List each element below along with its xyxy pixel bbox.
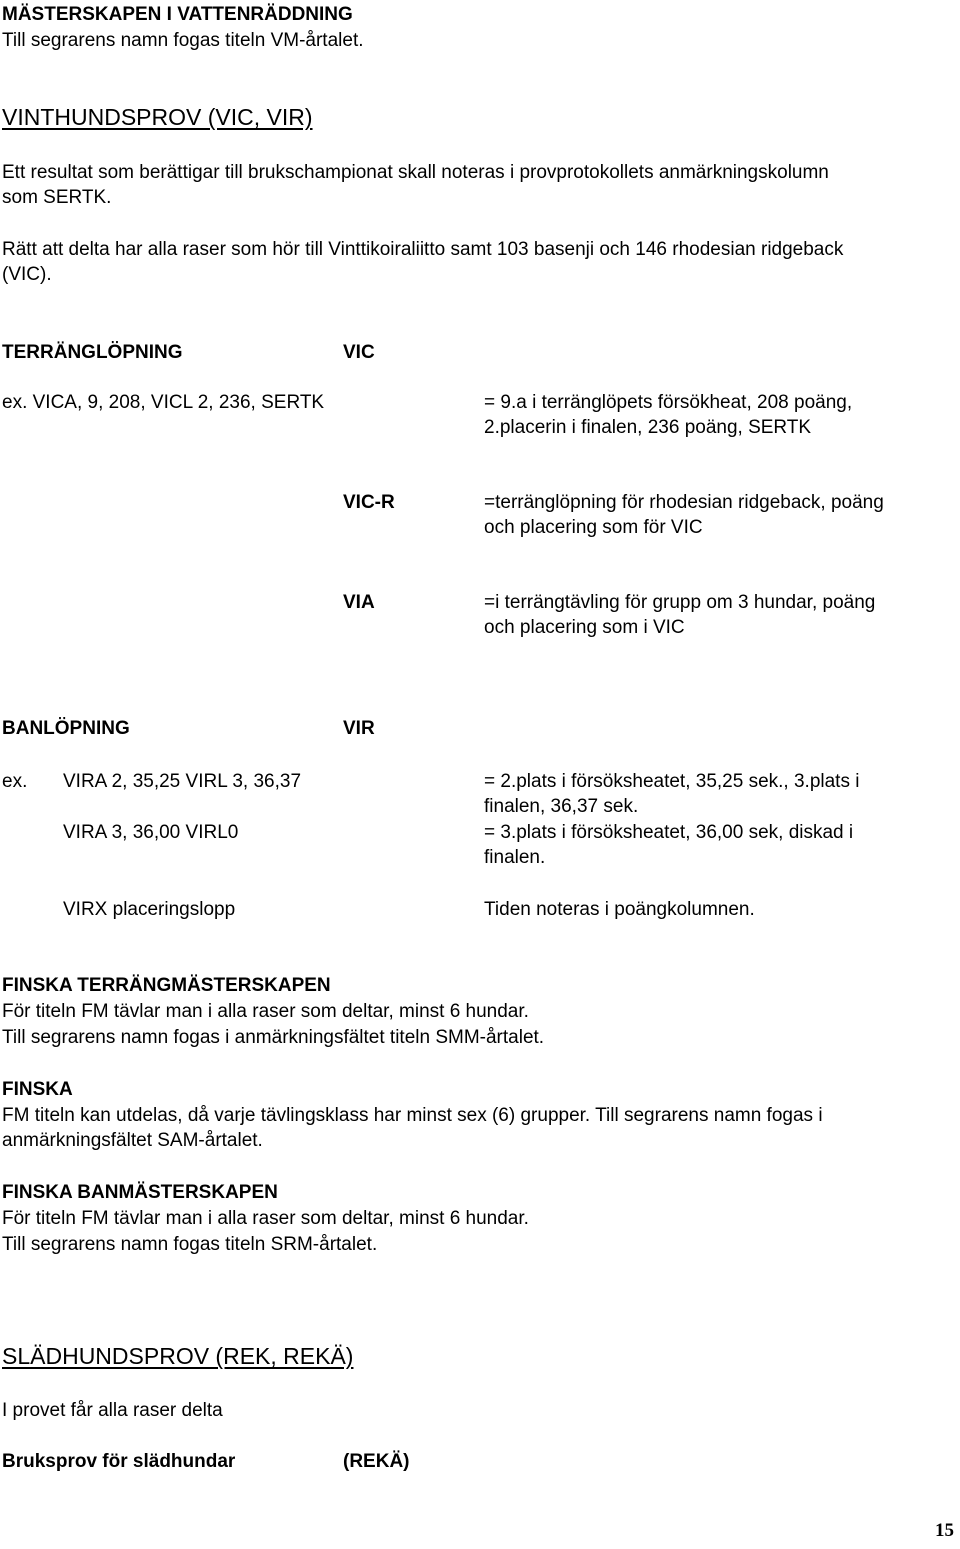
section-heading-finska-terrangmasterskapen: FINSKA TERRÄNGMÄSTERSKAPEN (2, 975, 331, 996)
example-description: 2.placerin i finalen, 236 poäng, SERTK (484, 417, 812, 438)
example-description: = 9.a i terränglöpets försökheat, 208 poäng, (484, 392, 853, 413)
body-text: FM titeln kan utdelas, då varje tävlingsklass har minst sex (6) grupper. Till segrarens namn fogas i (2, 1105, 823, 1126)
example-code: VIRX placeringslopp (63, 899, 236, 920)
code-vic-r: VIC-R (343, 492, 395, 513)
subheading-terranglopning: TERRÄNGLÖPNING (2, 342, 183, 363)
body-text: Till segrarens namn fogas titeln SRM-årtalet. (2, 1234, 378, 1255)
example-description: = 2.plats i försöksheatet, 35,25 sek., 3.plats i (484, 771, 860, 792)
body-text: Rätt att delta har alla raser som hör till Vinttikoiraliitto samt 103 basenji och 146 rhodesian ridgeback (2, 239, 844, 260)
section-heading-sladhundsprov: SLÄDHUNDSPROV (REK, REKÄ) (2, 1343, 354, 1369)
example-code: VIRA 3, 36,00 VIRL0 (63, 822, 239, 843)
code-via: VIA (343, 592, 375, 613)
code-vir: VIR (343, 718, 375, 739)
example-code: VIRA 2, 35,25 VIRL 3, 36,37 (63, 771, 302, 792)
code-description: och placering som i VIC (484, 617, 685, 638)
code-description: och placering som för VIC (484, 517, 703, 538)
body-text: För titeln FM tävlar man i alla raser som deltar, minst 6 hundar. (2, 1001, 529, 1022)
subheading-banlopning: BANLÖPNING (2, 718, 130, 739)
code-description: =terränglöpning för rhodesian ridgeback, poäng (484, 492, 884, 513)
example-text: ex. VICA, 9, 208, VICL 2, 236, SERTK (2, 392, 325, 413)
section-heading-vattenraddning: MÄSTERSKAPEN I VATTENRÄDDNING (2, 4, 353, 25)
body-text: anmärkningsfältet SAM-årtalet. (2, 1130, 263, 1151)
page-number: 15 (935, 1520, 954, 1541)
body-text: Ett resultat som berättigar till brukschampionat skall noteras i provprotokollets anmärkningskolumn (2, 162, 829, 183)
example-description: Tiden noteras i poängkolumnen. (484, 899, 755, 920)
example-description: = 3.plats i försöksheatet, 36,00 sek, diskad i (484, 822, 854, 843)
section-heading-finska-banmasterskapen: FINSKA BANMÄSTERSKAPEN (2, 1182, 278, 1203)
example-label: ex. (2, 771, 28, 792)
body-text: som SERTK. (2, 187, 112, 208)
body-text: I provet får alla raser delta (2, 1400, 223, 1421)
section-heading-vinthundsprov: VINTHUNDSPROV (VIC, VIR) (2, 104, 313, 130)
example-description: finalen, 36,37 sek. (484, 796, 639, 817)
section-heading-finska: FINSKA (2, 1079, 73, 1100)
code-description: =i terrängtävling för grupp om 3 hundar, poäng (484, 592, 876, 613)
body-text: (VIC). (2, 264, 52, 285)
body-text: Till segrarens namn fogas titeln VM-årtalet. (2, 30, 364, 51)
example-description: finalen. (484, 847, 546, 868)
code-reka: (REKÄ) (343, 1451, 410, 1472)
code-vic: VIC (343, 342, 375, 363)
subheading-bruksprov: Bruksprov för slädhundar (2, 1451, 236, 1472)
body-text: Till segrarens namn fogas i anmärkningsfältet titeln SMM-årtalet. (2, 1027, 545, 1048)
body-text: För titeln FM tävlar man i alla raser som deltar, minst 6 hundar. (2, 1208, 529, 1229)
